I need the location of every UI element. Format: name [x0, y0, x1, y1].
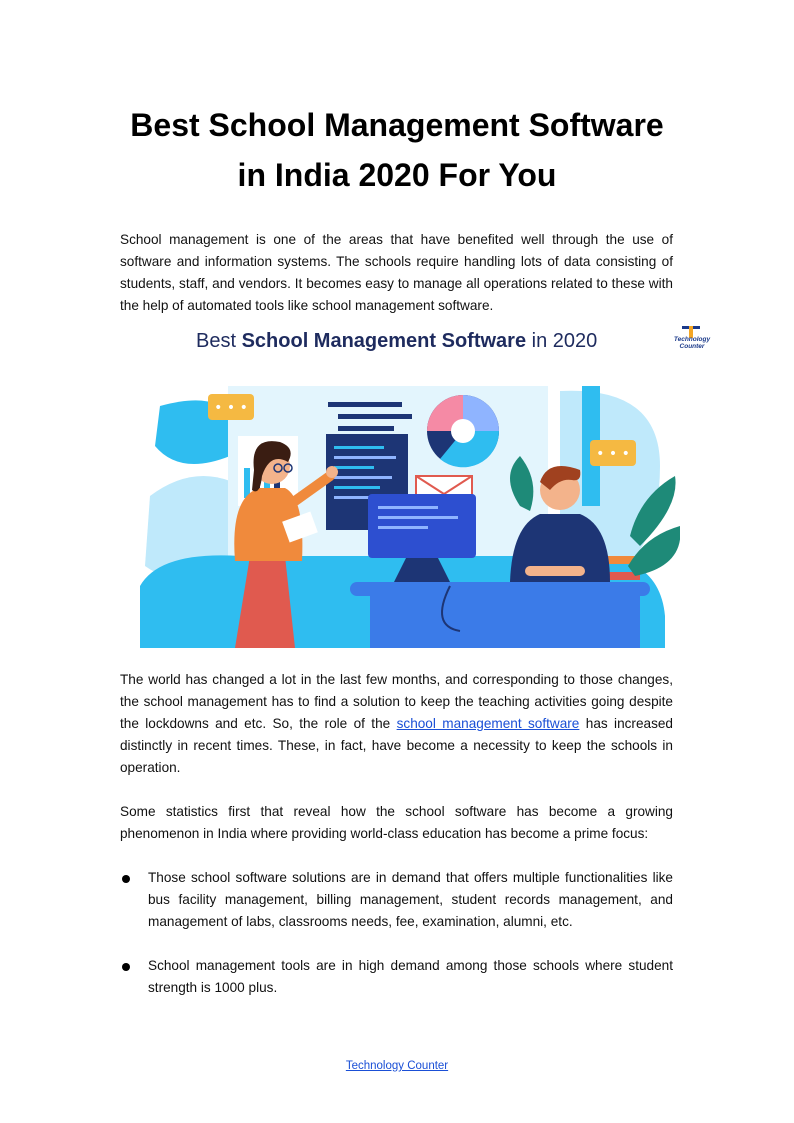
paragraph-2-text-a: The world has changed a lot in the last few months, and corresponding to those changes, the school management has to find a solution to keep the teaching activities going despite the lockdowns and etc. So, the role of the	[120, 672, 673, 731]
paragraph-2-text-b: has increased distinctly in recent times. These, in fact, have become a necessity to keep the schools in operation.	[120, 716, 673, 775]
bullet-icon	[122, 875, 130, 883]
logo-text-line1: Technology	[673, 336, 711, 343]
banner-title	[196, 330, 597, 353]
list-item-text: School management tools are in high demand among those schools where student strength is 1000 plus.	[148, 958, 673, 995]
banner-title-bold: School Management Software	[241, 330, 527, 352]
paragraph-3: Some statistics first that reveal how the school software has become a growing phenomenon in India where providing world-class education has become a prime focus:	[120, 804, 673, 841]
bullet-icon	[122, 963, 130, 971]
logo-text	[669, 336, 715, 350]
page-title-line1: Best School Management Software	[130, 107, 664, 143]
paragraph-2	[120, 669, 673, 779]
banner-title-prefix: Best	[196, 330, 242, 352]
page-title-line2: in India 2020 For You	[237, 157, 557, 193]
page-footer	[0, 1060, 794, 1072]
footer-link[interactable]: Technology Counter	[345, 1060, 449, 1072]
banner-image	[120, 320, 720, 660]
school-management-software-link[interactable]: school management software	[396, 716, 580, 731]
page-title	[0, 100, 794, 200]
svg-text:• • •: • • •	[596, 446, 630, 462]
office-illustration	[120, 386, 680, 648]
logo-text-line2: Counter	[679, 343, 705, 350]
list-item-text: Those school software solutions are in demand that offers multiple functionalities like bus facility management, billing management, student records management, and management of labs, classrooms needs, fee, examination, alumni, etc.	[148, 870, 673, 929]
intro-paragraph: School management is one of the areas that have benefited well through the use of software and information systems. The schools require handling lots of data consisting of students, staff, and vendors. It becomes easy to manage all operations related to these with the help of automated tools like school management software.	[120, 232, 673, 313]
banner-title-suffix: in 2020	[526, 330, 598, 352]
svg-text:• • •: • • •	[214, 400, 248, 416]
